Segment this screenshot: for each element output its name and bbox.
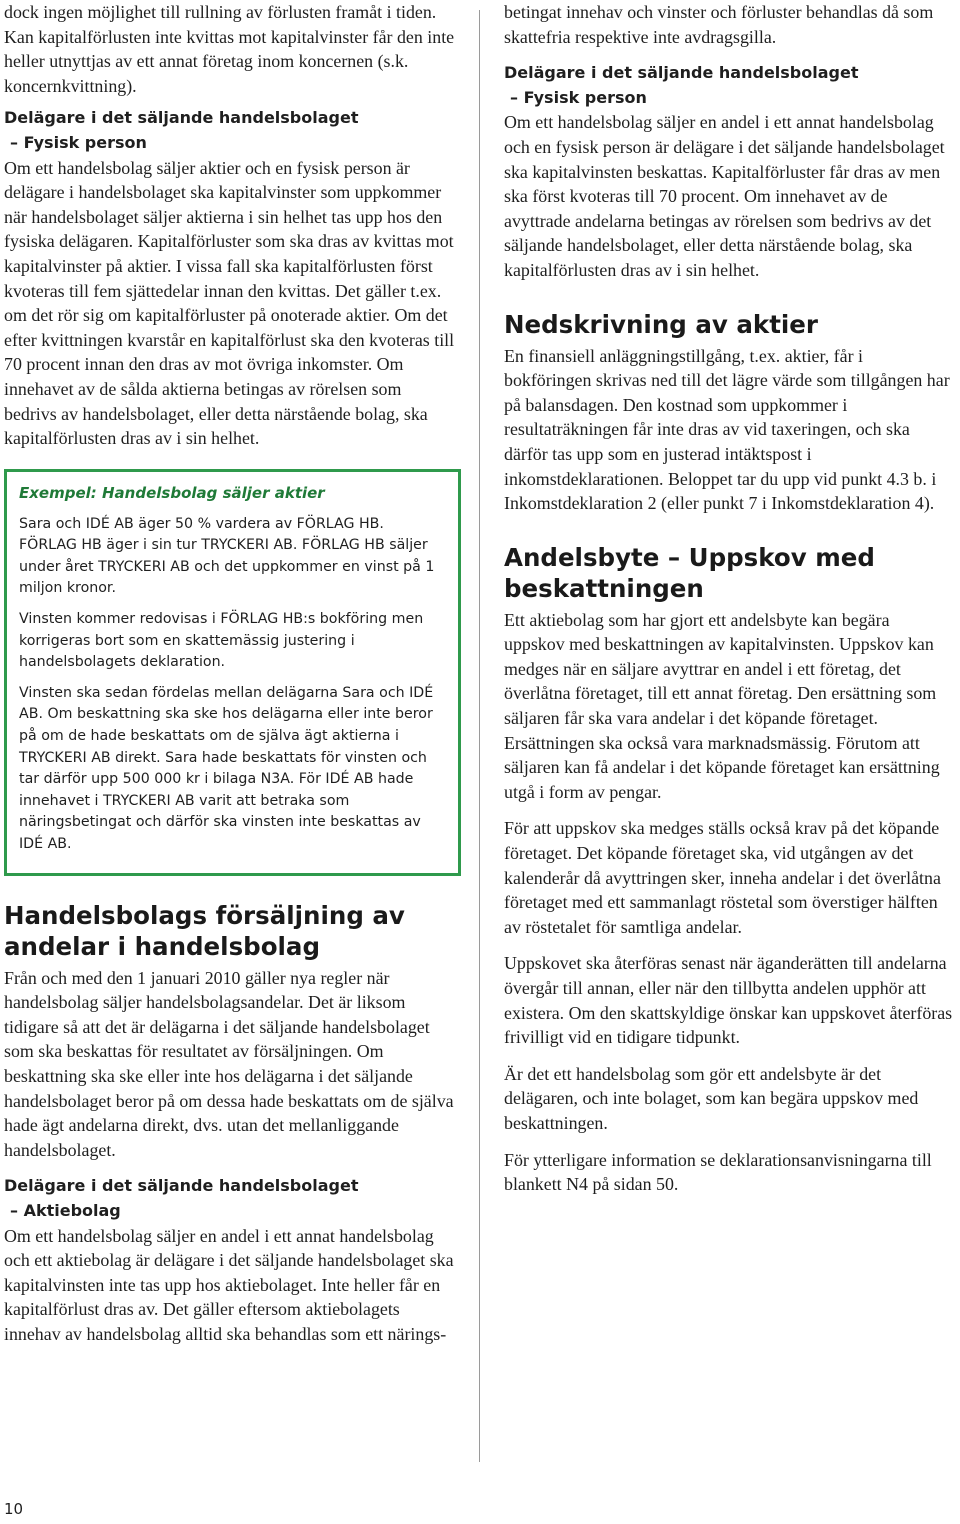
nedskrivning-paragraph: En finansiell anläggningstillgång, t.ex. aktier, får i bokföringen skrivas ned till det lägre värde som tillgången har på balansdagen. Den kostnad som uppkommer i resultaträkningen får inte dras av vid taxeringen, och ska därför tas upp som en justerad intäktspost i inkomstdeklarationen. Beloppet tar du upp vid punkt 4.3 b. i Inkomstdeklaration 2 (eller punkt 7 i Inkomstdeklaration 4). (504, 345, 950, 514)
andelsbyte-paragraph-1: Ett aktiebolag som har gjort ett andelsbyte kan begära uppskov med beskattningen av kapitalvinsten. Uppskov kan medges när en säljare avyttrar en andel i ett företag, det överlåtna företaget, till ett annat företag. Den ersättning som säljaren får ska vara andelar i det köpande företaget. Ersättningen ska också vara marknadsmässig. Förutom att säljaren kan få andelar i det köpande företaget kan ersättning utgå i form av pengar. (504, 609, 940, 802)
continuation-paragraph: betingat innehav och vinster och förluster behandlas då som skattefria respektive inte avdragsgilla. (504, 2, 934, 47)
column-divider (479, 10, 480, 1462)
fysisk-heading (4, 106, 456, 155)
example-title: Exempel: Handelsbolag säljer aktier (19, 483, 325, 502)
andelsbyte-paragraph-3: Uppskovet ska återföras senast när äganderätten till andelarna övergår till annan, eller när den tillbytta andelen upphör att existera. Om den skattskyldige önskar kan uppskovet återföras frivilligt vid en tidigare tidpunkt. (504, 953, 953, 1048)
section-paragraph: Från och med den 1 januari 2010 gäller nya regler när handelsbolag säljer handelsbolagsandelar. Det är liksom tidigare så att det är delägarna i det säljande handelsbolaget som ska beskattas för resultatet av försäljningen. Om beskattning ska ske eller inte hos delägarna i det säljande handelsbolaget beror på om dessa hade beskattats om de själva hade ägt andelarna direkt, dvs. utan det mellanliggande handelsbolaget. (4, 967, 454, 1160)
left-column (4, 0, 456, 1359)
andelsbyte-paragraph-5: För ytterligare information se deklarationsanvisningarna till blankett N4 på sidan 50. (504, 1149, 932, 1195)
subheading-line-2: – Fysisk person (510, 87, 647, 107)
section-title-handelsbolag: Handelsbolags försäljning av andelar i handelsbolag (4, 900, 405, 961)
example-paragraph-3: Vinsten ska sedan fördelas mellan delägarna Sara och IDÉ AB. Om beskattning ska ske hos delägarna eller inte beror på om de hade beskattats om de själva ägt aktierna i TRYCKERI AB direkt. Sara hade beskattats för vinsten och tar därför upp 500 000 kr i bilaga N3A. För IDÉ AB hade innehavet i TRYCKERI AB varit att betraka som näringsbetingat och därför ska vinsten inte beskattas av IDÉ AB. (19, 684, 434, 852)
subheading-line-1: Delägare i det säljande handelsbolaget (504, 63, 859, 83)
section-title-nedskrivning: Nedskrivning av aktier (504, 309, 819, 339)
subheading-line-1: Delägare i det säljande handelsbolaget (4, 1176, 359, 1196)
fysisk-heading-right (504, 61, 954, 110)
right-column (504, 0, 954, 1209)
example-paragraph-2: Vinsten kommer redovisas i FÖRLAG HB:s bokföring men korrigeras bort som en skattemässig justering i handelsbolagets deklaration. (19, 611, 424, 671)
subheading-line-1: Delägare i det säljande handelsbolaget (4, 108, 359, 128)
section-title-andelsbyte: Andelsbyte – Uppskov med beskattningen (504, 542, 875, 603)
subheading-line-2: – Fysisk person (10, 132, 147, 152)
intro-paragraph: dock ingen möjlighet till rullning av förlusten framåt i tiden. Kan kapitalförlusten inte kvittas mot kapitalvinster får den inte heller utnyttjas av ett annat företag inom koncernen (s.k. koncernkvittning). (4, 2, 455, 96)
andelsbyte-paragraph-4: Är det ett handelsbolag som gör ett andelsbyte är det delägaren, och inte bolaget, som kan begära uppskov med beskattningen. (504, 1063, 919, 1133)
aktiebolag-paragraph: Om ett handelsbolag säljer en andel i ett annat handelsbolag och ett aktiebolag är delägare i det säljande handelsbolaget ska kapitalvinsten inte tas upp hos aktiebolaget. Inte heller får en kapitalförlust dras av. Det gäller eftersom aktiebolagets innehav av handelsbolag alltid ska behandlas som ett närings- (4, 1225, 454, 1344)
aktiebolag-heading (4, 1174, 456, 1223)
fysisk-paragraph: Om ett handelsbolag säljer aktier och en fysisk person är delägare i handelsbolaget ska kapitalvinster som uppkommer när handelsbolaget säljer aktierna i sin helhet tas upp hos den fysiska delägaren. Kapitalförluster som ska dras av kvittas mot kapitalvinster på aktier. I vissa fall ska kapitalförlusten först kvoteras till fem sjättedelar innan den kvittas. Det gäller t.ex. om det rör sig om kapitalförluster på onoterade aktier. Om det efter kvittningen kvarstår en kapitalförlust ska den kvoteras till 70 procent innan den dras av mot övriga inkomster. Om innehavet av de sålda aktierna betingas av rörelsen som bedrivs av handelsbolaget, eller detta närstående bolag, ska kapitalförlusten dras av i sin helhet. (4, 157, 455, 449)
example-box (4, 469, 461, 876)
subheading-line-2: – Aktiebolag (10, 1200, 121, 1220)
fysisk-paragraph-right: Om ett handelsbolag säljer en andel i ett annat handelsbolag och en fysisk person är delägare i det säljande handelsbolaget ska kapitalvinsten beskattas. Kapitalförluster får dras av men ska först kvoteras till 70 procent. Om innehavet av de avyttrade andelarna betingas av rörelsen som bedrivs av det säljande handelsbolaget, eller detta närstående bolag, ska kapitalförlusten dras av i sin helhet. (504, 112, 945, 280)
example-paragraph-1: Sara och IDÉ AB äger 50 % vardera av FÖRLAG HB. FÖRLAG HB äger i sin tur TRYCKERI AB. FÖRLAG HB säljer under året TRYCKERI AB och det uppkommer en vinst på 1 miljon kronor. (19, 515, 435, 597)
andelsbyte-paragraph-2: För att uppskov ska medges ställs också krav på det köpande företaget. Det köpande företaget ska, vid utgången av det kalenderår då avyttringen sker, inneha andelar i det överlåtna företaget med ett sammanlagt röstetal som överstiger hälften av röstetalet för samtliga andelar. (504, 818, 941, 937)
page-number: 10 (4, 1500, 24, 1518)
